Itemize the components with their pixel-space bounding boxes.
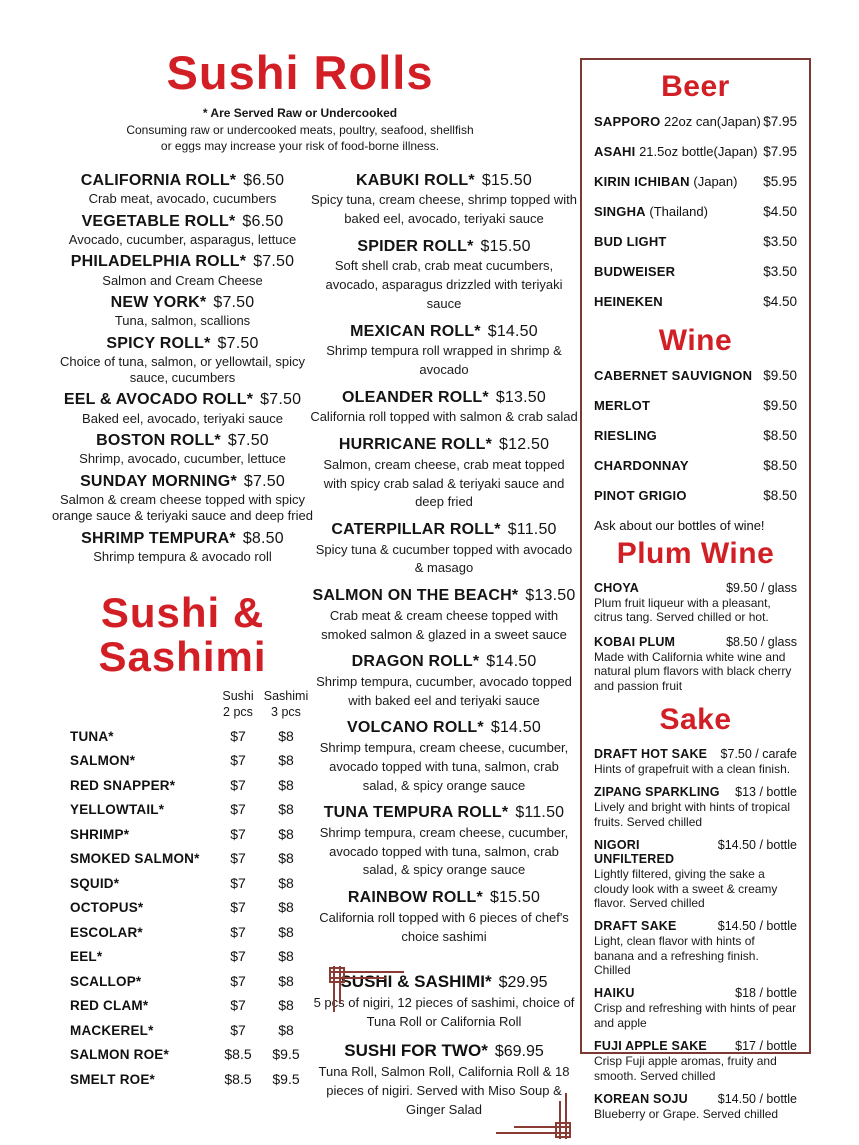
drink-row: [594, 838, 797, 866]
item-description: Avocado, cucumber, asparagus, lettuce: [68, 232, 297, 248]
menu-item-name: [40, 294, 325, 312]
sashimi-price: $8: [278, 1021, 294, 1038]
item-description: 5 pcs of nigiri, 12 pieces of sashimi, choice of Tuna Roll or California Roll: [313, 994, 575, 1029]
item-price: $11.50: [515, 804, 565, 822]
table-row: [70, 850, 310, 866]
item-price: $6.50: [243, 172, 285, 189]
column-label: Sashimi: [263, 689, 309, 704]
menu-item: [40, 294, 325, 330]
sashimi-price: $8: [278, 899, 294, 916]
sashimi-price: $8: [278, 752, 294, 769]
item-name: VOLCANO ROLL*: [347, 719, 484, 737]
item-description: Crab meat, avocado, cucumbers: [88, 191, 277, 207]
fish-name: SMOKED SALMON*: [70, 851, 200, 867]
menu-item: [310, 719, 578, 795]
menu-item-name: [310, 653, 578, 671]
drink-row: [594, 428, 797, 443]
raw-food-disclaimer: [0, 105, 600, 154]
drink-price: $5.95: [763, 174, 797, 189]
fish-name: SCALLOP*: [70, 973, 142, 989]
drink-name: BUDWEISER: [594, 264, 676, 279]
item-price: $7.50: [253, 253, 295, 271]
drink-price: $14.50 / bottle: [717, 919, 797, 934]
rolls-middle-list: [310, 172, 578, 946]
drink-detail: 22oz can(Japan): [664, 114, 761, 129]
menu-item: [40, 432, 325, 468]
table-row: [70, 948, 310, 964]
sushi-price: $7: [230, 997, 246, 1014]
drink-description: Hints of grapefruit with a clean finish.: [594, 761, 791, 776]
fish-name: SMELT ROE*: [70, 1071, 156, 1087]
item-description: Choice of tuna, salmon, or yellowtail, spicy sauce, cucumbers: [60, 353, 305, 386]
fish-name: RED SNAPPER*: [70, 777, 176, 793]
drink-row: [594, 581, 797, 595]
drink-item: [594, 838, 797, 910]
sashimi-price: $8: [278, 825, 294, 842]
menu-item-name: [310, 587, 578, 605]
menu-item-name: [40, 530, 325, 548]
drink-detail: (Japan): [693, 174, 738, 189]
item-description: Salmon, cream cheese, crab meat topped with spicy crab salad & teriyaki sauce and deep fried: [323, 456, 565, 510]
drink-price: $3.50: [763, 234, 797, 249]
table-row: [70, 728, 310, 744]
menu-item-name: [310, 172, 578, 190]
item-description: Shrimp tempura & avocado roll: [93, 549, 272, 565]
sushi-price: $7: [230, 752, 246, 769]
drink-price: $13 / bottle: [735, 785, 797, 800]
sashimi-price: $8: [278, 923, 294, 940]
drink-price: $18 / bottle: [735, 986, 797, 1001]
drink-description: Crisp and refreshing with hints of pear and apple: [594, 1001, 797, 1030]
table-row: [70, 1071, 310, 1087]
item-price: $7.50: [243, 472, 285, 490]
item-name: CALIFORNIA ROLL*: [80, 172, 237, 189]
table-row: [70, 924, 310, 940]
menu-item-name: [40, 213, 325, 231]
item-name: KABUKI ROLL*: [356, 172, 475, 189]
fish-name: TUNA*: [70, 728, 114, 744]
sushi-price: $7: [230, 923, 246, 940]
drink-name-group: [594, 294, 663, 309]
drink-price: $4.50: [763, 204, 797, 219]
menu-item-name: [40, 253, 325, 271]
drink-price: $4.50: [763, 294, 797, 309]
drink-name: CHARDONNAY: [594, 458, 689, 473]
item-price: $15.50: [481, 172, 532, 189]
drink-price: $7.95: [763, 144, 797, 159]
sashimi-price: $8: [278, 727, 294, 744]
fish-name: YELLOWTAIL*: [70, 802, 165, 818]
drink-description: Light, clean flavor with hints of banana and a refreshing finish. Chilled: [594, 934, 759, 978]
drink-name: DRAFT SAKE: [594, 919, 677, 934]
menu-item: [310, 804, 578, 880]
drink-row: [594, 264, 797, 279]
drink-name: HAIKU: [594, 986, 635, 1001]
table-row: [70, 777, 310, 793]
drink-name: SAPPORO: [594, 114, 661, 129]
fish-name: SHRIMP*: [70, 826, 130, 842]
drink-price: $3.50: [763, 264, 797, 279]
drink-price: $7.95: [763, 114, 797, 129]
drink-price: $8.50: [763, 458, 797, 473]
drink-name: CABERNET SAUVIGNON: [594, 368, 753, 383]
sushi-price: $7: [230, 727, 246, 744]
item-description: Shrimp, avocado, cucumber, lettuce: [79, 451, 286, 467]
item-description: California roll topped with 6 pieces of chef's choice sashimi: [319, 909, 569, 944]
menu-item: [310, 889, 578, 946]
plum-wine-list: [594, 581, 797, 693]
drink-row: [594, 1092, 797, 1106]
item-name: DRAGON ROLL*: [351, 653, 480, 671]
menu-item: [310, 521, 578, 578]
item-price: $7.50: [227, 432, 269, 450]
item-name: HURRICANE ROLL*: [338, 436, 493, 454]
drink-name: DRAFT HOT SAKE: [594, 746, 708, 761]
fish-name: RED CLAM*: [70, 998, 149, 1014]
menu-item: [40, 473, 325, 525]
fish-name: SQUID*: [70, 875, 120, 891]
sushi-sashimi-table: [70, 689, 310, 1086]
drink-item: [594, 919, 797, 977]
drink-name: RIESLING: [594, 428, 657, 443]
item-price: $15.50: [489, 889, 541, 907]
drink-name: KIRIN ICHIBAN: [594, 174, 690, 189]
item-price: $8.50: [242, 529, 284, 547]
drink-name: ASAHI: [594, 144, 636, 159]
drink-name-group: [594, 114, 761, 129]
wine-section-title: Wine: [658, 324, 733, 357]
title-line: Sashimi: [98, 633, 267, 681]
beer-section-title: Beer: [661, 70, 730, 103]
item-price: $13.50: [525, 587, 576, 605]
drink-price: $8.50: [763, 488, 797, 503]
menu-item: [40, 172, 325, 208]
left-column: [40, 172, 325, 1095]
column-header-sushi: [214, 689, 262, 720]
sushi-sashimi-title: [40, 591, 325, 679]
drink-row: [594, 234, 797, 249]
rolls-left-list: [40, 172, 325, 565]
title-line: Sushi &: [100, 589, 265, 637]
wine-list: [594, 368, 797, 503]
table-row: [70, 1022, 310, 1038]
menu-item-name: [310, 1041, 578, 1061]
menu-item-name: [310, 889, 578, 907]
drink-item: [594, 986, 797, 1030]
item-name: PHILADELPHIA ROLL*: [70, 253, 247, 271]
drink-description: Made with California white wine and natural plum flavors with black cherry and passion fruit: [594, 649, 792, 693]
drink-item: [594, 1092, 797, 1121]
fish-name: MACKEREL*: [70, 1022, 154, 1038]
disclaimer-line: or eggs may increase your risk of food-borne illness.: [160, 138, 440, 153]
drink-name-group: [594, 144, 758, 159]
drink-row: [594, 635, 797, 649]
drink-description: Lively and bright with hints of tropical fruits. Served chilled: [594, 800, 791, 829]
sushi-price: $7: [230, 899, 246, 916]
column-sublabel: 2 pcs: [223, 705, 253, 720]
item-name: NEW YORK*: [110, 293, 207, 311]
drink-item: [594, 1039, 797, 1083]
item-description: Baked eel, avocado, teriyaki sauce: [82, 410, 283, 426]
menu-item-name: [310, 389, 578, 407]
drink-name: CHOYA: [594, 581, 639, 595]
sake-list: [594, 747, 797, 1121]
drink-price: $17 / bottle: [735, 1039, 797, 1054]
item-name: RAINBOW ROLL*: [347, 889, 483, 907]
item-price: $6.50: [242, 212, 284, 230]
page-title: Sushi Rolls: [166, 46, 434, 99]
sashimi-price: $8: [278, 972, 294, 989]
sushi-price: $7: [230, 801, 246, 818]
drink-price: $14.50 / bottle: [717, 1092, 797, 1107]
item-description: Shrimp tempura, cream cheese, cucumber, avocado topped with tuna, salmon, crab salad, & spicy orange sauce: [319, 824, 569, 878]
disclaimer-line: Consuming raw or undercooked meats, poultry, seafood, shellfish: [126, 122, 474, 137]
drink-name: ZIPANG SPARKLING: [594, 785, 720, 800]
menu-item: [40, 391, 325, 427]
menu-item-name: [40, 432, 325, 450]
drink-row: [594, 747, 797, 761]
item-name: MEXICAN ROLL*: [350, 323, 481, 340]
drink-row: [594, 1039, 797, 1053]
item-description: Shrimp tempura roll wrapped in shrimp & avocado: [326, 343, 562, 378]
menu-item-name: [310, 238, 578, 256]
menu-item-name: [310, 436, 578, 454]
item-name: BOSTON ROLL*: [96, 432, 221, 450]
table-row: [70, 752, 310, 768]
item-name: SALMON ON THE BEACH*: [312, 587, 519, 605]
fish-name: EEL*: [70, 949, 103, 965]
drink-name: FUJI APPLE SAKE: [594, 1039, 707, 1054]
menu-item: [310, 323, 578, 380]
sushi-price: $7: [230, 776, 246, 793]
drink-item: [594, 635, 797, 693]
item-description: Salmon and Cream Cheese: [102, 272, 263, 288]
item-description: Shrimp tempura, cream cheese, cucumber, avocado topped with tuna, salmon, crab salad, & spicy orange sauce: [319, 739, 569, 793]
sushi-price: $7: [230, 825, 246, 842]
item-name: EEL & AVOCADO ROLL*: [63, 391, 254, 409]
drink-row: [594, 488, 797, 503]
drink-price: $7.50 / carafe: [720, 746, 797, 761]
wine-note: Ask about our bottles of wine!: [594, 518, 765, 533]
drink-name: NIGORI UNFILTERED: [594, 838, 675, 867]
sashimi-price: $8: [278, 776, 294, 793]
drink-row: [594, 398, 797, 413]
menu-item: [40, 335, 325, 387]
menu-item-name: [40, 473, 325, 491]
sushi-price: $7: [230, 874, 246, 891]
menu-item: [310, 389, 578, 427]
sake-section-title: Sake: [659, 702, 732, 736]
item-name: VEGETABLE ROLL*: [81, 212, 236, 230]
drink-row: [594, 174, 797, 189]
sushi-price: $7: [230, 1021, 246, 1038]
item-description: Crab meat & cream cheese topped with smoked salmon & glazed in a sweet sauce: [321, 607, 567, 642]
menu-item: [310, 238, 578, 314]
item-price: $12.50: [499, 436, 550, 454]
middle-column: [310, 172, 578, 1143]
menu-item: [40, 253, 325, 289]
sushi-sashimi-rows: [70, 728, 310, 1087]
sashimi-price: $8: [278, 874, 294, 891]
item-name: SUNDAY MORNING*: [80, 472, 237, 490]
drink-row: [594, 114, 797, 129]
drink-row: [594, 986, 797, 1000]
item-price: $11.50: [507, 521, 557, 539]
column-sublabel: 3 pcs: [271, 705, 301, 720]
fish-name: OCTOPUS*: [70, 900, 144, 916]
drink-name-group: [594, 204, 708, 219]
menu-item-name: [40, 335, 325, 353]
drink-item: [594, 785, 797, 829]
table-header: [70, 689, 310, 720]
drink-description: Lightly filtered, giving the sake a cloudy look with a sweet & creamy flavor. Served chilled: [594, 867, 778, 910]
item-price: $29.95: [498, 974, 548, 992]
table-row: [70, 875, 310, 891]
drink-price: $9.50: [763, 368, 797, 383]
drink-description: Crisp Fuji apple aromas, fruity and smooth. Served chilled: [594, 1054, 777, 1083]
drink-row: [594, 919, 797, 933]
drink-row: [594, 785, 797, 799]
item-description: Spicy tuna, cream cheese, shrimp topped with baked eel, avocado, teriyaki sauce: [311, 192, 577, 227]
drink-name: KOREAN SOJU: [594, 1092, 688, 1107]
drinks-column: [580, 58, 811, 1122]
item-price: $13.50: [495, 389, 546, 407]
item-price: $69.95: [494, 1043, 544, 1061]
column-header-sashimi: [262, 689, 310, 720]
item-name: SPIDER ROLL*: [357, 238, 474, 256]
menu-item: [310, 587, 578, 644]
plum-wine-section-title: Plum Wine: [616, 537, 775, 570]
drink-name-group: [594, 174, 737, 189]
item-name: CATERPILLAR ROLL*: [331, 521, 501, 539]
item-name: TUNA TEMPURA ROLL*: [323, 804, 509, 822]
item-description: California roll topped with salmon & crab salad: [310, 409, 578, 425]
table-row: [70, 973, 310, 989]
drink-row: [594, 294, 797, 309]
item-price: $14.50: [486, 653, 537, 671]
menu-header: [0, 48, 600, 154]
item-name: SUSHI & SASHIMI*: [340, 972, 492, 992]
drink-name-group: [594, 264, 675, 279]
menu-item-name: [310, 323, 578, 341]
drink-price: $8.50 / glass: [726, 634, 797, 649]
drink-price: $8.50: [763, 428, 797, 443]
drink-description: Blueberry or Grape. Served chilled: [594, 1107, 779, 1122]
menu-item-name: [310, 804, 578, 822]
menu-item: [310, 436, 578, 512]
drink-name: PINOT GRIGIO: [594, 488, 687, 503]
combo-section: [310, 966, 578, 1143]
sashimi-price: $8: [278, 948, 294, 965]
table-row: [70, 1046, 310, 1062]
drink-name: MERLOT: [594, 398, 651, 413]
table-row: [70, 826, 310, 842]
column-label: Sushi: [222, 689, 254, 704]
drink-row: [594, 368, 797, 383]
drink-description: Plum fruit liqueur with a pleasant, citrus tang. Served chilled or hot.: [594, 596, 771, 625]
drink-price: $9.50: [763, 398, 797, 413]
fish-name: SALMON ROE*: [70, 1047, 169, 1063]
item-description: Soft shell crab, crab meat cucumbers, avocado, asparagus drizzled with teriyaki sauce: [325, 258, 563, 312]
sushi-price: $7: [230, 972, 246, 989]
item-name: SHRIMP TEMPURA*: [81, 529, 236, 547]
drink-name: KOBAI PLUM: [594, 634, 676, 649]
menu-item: [40, 213, 325, 249]
sashimi-price: $8: [278, 850, 294, 867]
item-name: SPICY ROLL*: [106, 334, 211, 352]
drink-detail: (Thailand): [649, 204, 708, 219]
item-description: Tuna Roll, Salmon Roll, California Roll & 18 pieces of nigiri. Served with Miso Soup & Ginger Salad: [318, 1063, 570, 1117]
beer-list: [594, 114, 797, 309]
sashimi-price: $8: [278, 997, 294, 1014]
drink-detail: 21.5oz bottle(Japan): [639, 144, 758, 159]
item-price: $7.50: [260, 391, 302, 409]
menu-item-name: [310, 521, 578, 539]
table-row: [70, 801, 310, 817]
menu-item-name: [40, 172, 325, 190]
item-description: Spicy tuna & cucumber topped with avocado & masago: [315, 541, 573, 576]
item-price: $14.50: [490, 719, 541, 737]
item-price: $14.50: [487, 323, 538, 340]
table-row: [70, 997, 310, 1013]
menu-item: [40, 530, 325, 566]
drink-name-group: [594, 234, 667, 249]
item-description: Salmon & cream cheese topped with spicy orange sauce & teriyaki sauce and deep fried: [52, 492, 313, 524]
drink-price: $14.50 / bottle: [717, 838, 797, 853]
menu-item: [310, 172, 578, 229]
disclaimer-line: * Are Served Raw or Undercooked: [202, 106, 398, 121]
drink-row: [594, 204, 797, 219]
item-price: $7.50: [213, 293, 255, 311]
item-name: OLEANDER ROLL*: [342, 389, 489, 407]
drink-name: HEINEKEN: [594, 294, 663, 309]
corner-ornament-icon: [324, 960, 408, 1020]
menu-item-name: [310, 719, 578, 737]
drink-name: BUD LIGHT: [594, 234, 667, 249]
menu-item-name: [40, 391, 325, 409]
sushi-price: $7: [230, 850, 246, 867]
sashimi-price: $9.5: [272, 1046, 300, 1063]
drink-item: [594, 747, 797, 776]
sushi-price: $8.5: [224, 1070, 252, 1087]
fish-name: SALMON*: [70, 753, 136, 769]
sushi-price: $7: [230, 948, 246, 965]
item-price: $7.50: [217, 334, 259, 352]
sushi-price: $8.5: [224, 1046, 252, 1063]
item-name: SUSHI FOR TWO*: [344, 1041, 488, 1061]
corner-ornament-icon: [492, 1085, 576, 1145]
fish-name: ESCOLAR*: [70, 924, 143, 940]
drink-row: [594, 458, 797, 473]
item-description: Tuna, salmon, scallions: [114, 313, 251, 329]
menu-item: [310, 653, 578, 710]
sashimi-price: $9.5: [272, 1070, 300, 1087]
item-description: Shrimp tempura, cucumber, avocado topped with baked eel and teriyaki sauce: [316, 673, 572, 708]
drink-name: SINGHA: [594, 204, 646, 219]
drink-row: [594, 144, 797, 159]
sashimi-price: $8: [278, 801, 294, 818]
table-row: [70, 899, 310, 915]
drink-item: [594, 581, 797, 625]
drink-price: $9.50 / glass: [726, 581, 797, 595]
item-price: $15.50: [480, 238, 531, 256]
